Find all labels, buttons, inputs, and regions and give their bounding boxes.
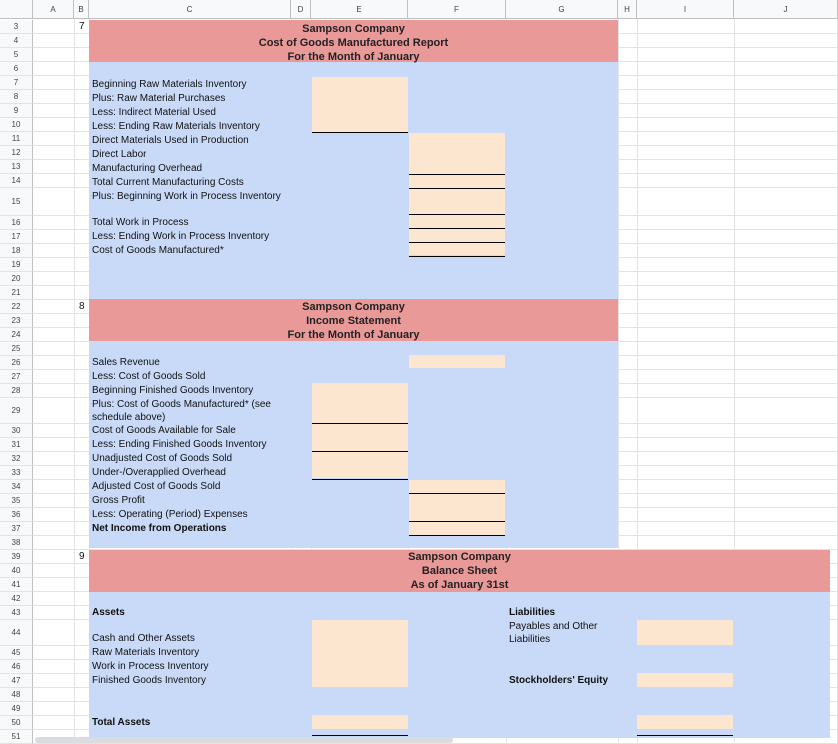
equity-input[interactable] xyxy=(637,673,733,687)
underline xyxy=(312,451,408,452)
column-header-a[interactable]: A xyxy=(33,0,74,19)
balance-report-period: As of January 31st xyxy=(410,579,509,591)
row-header[interactable]: 22 xyxy=(0,300,33,314)
cogm-line[interactable]: Total Work in Process xyxy=(92,217,189,228)
cogm-line[interactable]: Beginning Raw Materials Inventory xyxy=(92,79,247,90)
column-header-i[interactable]: I xyxy=(637,0,734,19)
cogm-raw-materials-inputs[interactable] xyxy=(312,77,408,132)
underline xyxy=(409,535,505,536)
column-header-b[interactable]: B xyxy=(74,0,89,19)
row-header[interactable]: 50 xyxy=(0,716,33,730)
cogm-line[interactable]: Less: Indirect Material Used xyxy=(92,107,216,118)
income-line[interactable]: Adjusted Cost of Goods Sold xyxy=(92,481,221,492)
underline xyxy=(409,174,505,175)
row-header[interactable]: 15 xyxy=(0,188,33,216)
income-line[interactable]: Cost of Goods Available for Sale xyxy=(92,425,236,436)
income-company-name: Sampson Company xyxy=(302,301,405,313)
income-line[interactable]: Sales Revenue xyxy=(92,357,160,368)
row-header[interactable]: 49 xyxy=(0,702,33,716)
row-header[interactable]: 9 xyxy=(0,104,33,118)
sales-revenue-input[interactable] xyxy=(409,355,505,368)
income-line[interactable]: Plus: Cost of Goods Manufactured* (see schedule above) xyxy=(92,399,271,423)
row-header[interactable]: 3 xyxy=(0,20,33,34)
underline xyxy=(409,228,505,229)
row-header[interactable]: 25 xyxy=(0,342,33,356)
row-header[interactable]: 48 xyxy=(0,688,33,702)
row-header[interactable]: 36 xyxy=(0,508,33,522)
cogm-line[interactable]: Less: Ending Work in Process Inventory xyxy=(92,231,270,242)
row-header[interactable]: 33 xyxy=(0,466,33,480)
row-header[interactable]: 23 xyxy=(0,314,33,328)
cogm-cost-inputs[interactable] xyxy=(409,133,505,255)
column-header-g[interactable]: G xyxy=(506,0,618,19)
row-header[interactable]: 13 xyxy=(0,160,33,174)
cogm-line[interactable]: Direct Materials Used in Production xyxy=(92,135,249,146)
row-header[interactable]: 12 xyxy=(0,146,33,160)
row-header[interactable]: 29 xyxy=(0,398,33,424)
section-number-9: 9 xyxy=(79,551,85,562)
row-header[interactable]: 39 xyxy=(0,550,33,564)
column-gridline xyxy=(74,19,75,744)
row-header[interactable]: 31 xyxy=(0,438,33,452)
row-header[interactable]: 14 xyxy=(0,174,33,188)
row-header[interactable]: 5 xyxy=(0,48,33,62)
total-assets-label[interactable]: Total Assets xyxy=(92,717,151,728)
asset-line[interactable]: Raw Materials Inventory xyxy=(92,647,200,658)
cogm-line[interactable]: Plus: Raw Material Purchases xyxy=(92,93,226,104)
row-header[interactable]: 30 xyxy=(0,424,33,438)
column-header-j[interactable]: J xyxy=(734,0,838,19)
cogm-line[interactable]: Total Current Manufacturing Costs xyxy=(92,177,244,188)
row-header[interactable]: 6 xyxy=(0,62,33,76)
income-line[interactable]: Beginning Finished Goods Inventory xyxy=(92,385,254,396)
liabilities-line[interactable]: Payables and Other Liabilities xyxy=(509,621,598,645)
row-header[interactable]: 27 xyxy=(0,370,33,384)
income-line-net-income[interactable]: Net Income from Operations xyxy=(92,523,227,534)
total-assets-input[interactable] xyxy=(312,715,408,729)
assets-inputs[interactable] xyxy=(312,620,408,687)
income-report-title: Income Statement xyxy=(306,315,401,327)
section-number-8: 8 xyxy=(79,301,85,312)
liabilities-input[interactable] xyxy=(637,620,733,645)
row-header[interactable]: 8 xyxy=(0,90,33,104)
column-header-c[interactable]: C xyxy=(89,0,291,19)
row-header[interactable]: 38 xyxy=(0,536,33,550)
row-header[interactable]: 24 xyxy=(0,328,33,342)
income-line[interactable]: Under-/Overapplied Overhead xyxy=(92,467,226,478)
row-header[interactable]: 37 xyxy=(0,522,33,536)
total-liabilities-equity-input[interactable] xyxy=(637,715,733,729)
section-number-7: 7 xyxy=(79,21,85,32)
row-header[interactable]: 20 xyxy=(0,272,33,286)
row-header[interactable]: 18 xyxy=(0,244,33,258)
horizontal-scrollbar[interactable] xyxy=(35,737,453,743)
row-header[interactable]: 35 xyxy=(0,494,33,508)
row-header[interactable]: 11 xyxy=(0,132,33,146)
underline xyxy=(409,214,505,215)
underline xyxy=(637,735,733,736)
row-header[interactable]: 26 xyxy=(0,356,33,370)
row-header[interactable]: 44 xyxy=(0,620,33,646)
row-header[interactable]: 32 xyxy=(0,452,33,466)
underline xyxy=(312,735,408,736)
cogm-line[interactable]: Manufacturing Overhead xyxy=(92,163,203,174)
row-header[interactable]: 16 xyxy=(0,216,33,230)
row-header[interactable]: 41 xyxy=(0,578,33,592)
asset-line[interactable]: Work in Process Inventory xyxy=(92,661,209,672)
row-header[interactable]: 4 xyxy=(0,34,33,48)
assets-label[interactable]: Assets xyxy=(92,607,125,618)
income-line[interactable]: Gross Profit xyxy=(92,495,145,506)
row-header[interactable]: 51 xyxy=(0,730,33,744)
row-header[interactable]: 43 xyxy=(0,606,33,620)
profit-inputs[interactable] xyxy=(409,480,505,535)
row-header[interactable]: 19 xyxy=(0,258,33,272)
balance-report-title: Balance Sheet xyxy=(421,565,498,577)
row-header[interactable]: 45 xyxy=(0,646,33,660)
cogm-line[interactable]: Less: Ending Raw Materials Inventory xyxy=(92,121,260,132)
income-line[interactable]: Less: Ending Finished Goods Inventory xyxy=(92,439,267,450)
underline xyxy=(409,242,505,243)
cogm-line[interactable]: Plus: Beginning Work in Process Inventory xyxy=(92,191,281,202)
cogm-report-period: For the Month of January xyxy=(287,51,420,63)
row-header[interactable]: 21 xyxy=(0,286,33,300)
column-header-e[interactable]: E xyxy=(311,0,408,19)
underline xyxy=(312,423,408,424)
asset-line[interactable]: Cash and Other Assets xyxy=(92,633,195,644)
asset-line[interactable]: Finished Goods Inventory xyxy=(92,675,206,686)
underline xyxy=(409,493,505,494)
income-line[interactable]: Less: Operating (Period) Expenses xyxy=(92,509,248,520)
row-header[interactable]: 47 xyxy=(0,674,33,688)
underline xyxy=(312,479,408,480)
underline xyxy=(409,188,505,189)
row-header[interactable]: 46 xyxy=(0,660,33,674)
cogm-line[interactable]: Direct Labor xyxy=(92,149,147,160)
row-header[interactable]: 40 xyxy=(0,564,33,578)
underline xyxy=(312,132,408,133)
column-header-d[interactable]: D xyxy=(291,0,311,19)
income-line[interactable]: Less: Cost of Goods Sold xyxy=(92,371,206,382)
row-header[interactable]: 17 xyxy=(0,230,33,244)
cogm-company-name: Sampson Company xyxy=(302,23,405,35)
row-header[interactable]: 34 xyxy=(0,480,33,494)
underline xyxy=(409,256,505,257)
row-header[interactable]: 28 xyxy=(0,384,33,398)
liabilities-label[interactable]: Liabilities xyxy=(509,607,556,618)
underline xyxy=(409,521,505,522)
income-line[interactable]: Unadjusted Cost of Goods Sold xyxy=(92,453,233,464)
income-report-period: For the Month of January xyxy=(287,329,420,341)
select-all-corner[interactable] xyxy=(0,0,33,19)
column-header-h[interactable]: H xyxy=(618,0,637,19)
column-header-f[interactable]: F xyxy=(408,0,506,19)
row-header[interactable]: 42 xyxy=(0,592,33,606)
cogm-line[interactable]: Cost of Goods Manufactured* xyxy=(92,245,224,256)
equity-label[interactable]: Stockholders' Equity xyxy=(509,675,609,686)
row-header[interactable]: 10 xyxy=(0,118,33,132)
cogm-report-title: Cost of Goods Manufactured Report xyxy=(258,37,449,49)
balance-company-name: Sampson Company xyxy=(408,551,511,563)
row-header[interactable]: 7 xyxy=(0,76,33,90)
cogs-inputs[interactable] xyxy=(312,383,408,478)
